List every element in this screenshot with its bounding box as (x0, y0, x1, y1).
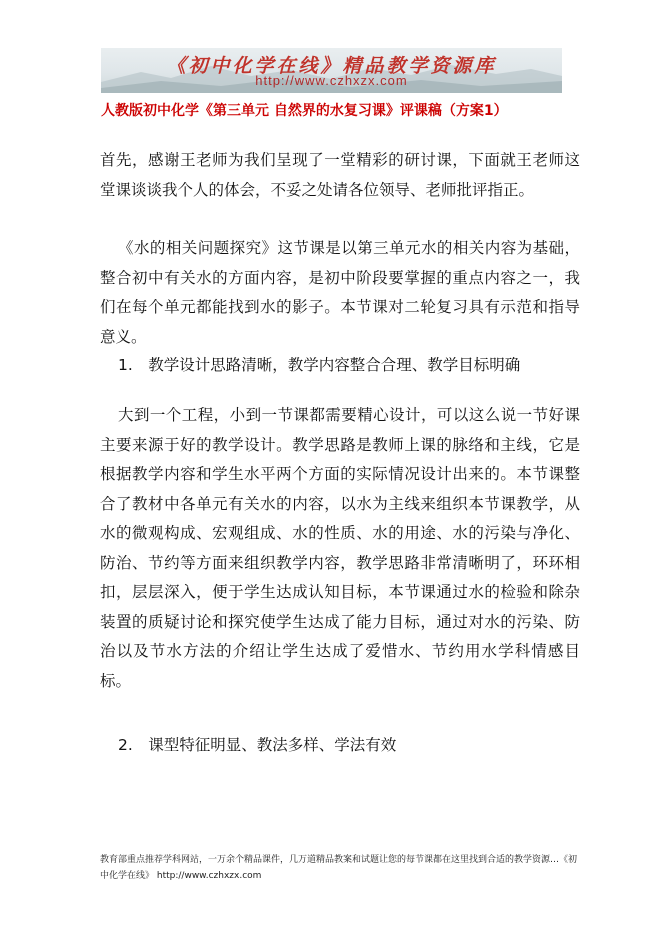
footer-link[interactable]: http://www.czhxzx.com (156, 871, 262, 881)
footer-note (100, 852, 580, 884)
section-heading-1: 1. 教学设计思路清晰，教学内容整合合理、教学目标明确 (118, 356, 521, 374)
section-heading-2: 2. 课型特征明显、教法多样、学法有效 (118, 736, 397, 754)
paragraph-intro: 首先，感谢王老师为我们呈现了一堂精彩的研讨课，下面就王老师这堂课谈谈我个人的体会，不妥之处请各位领导、老师批评指正。 (100, 151, 580, 199)
header-banner (101, 48, 562, 93)
paragraph-overview: 《水的相关问题探究》这节课是以第三单元水的相关内容为基础，整合初中有关水的方面内容，是初中阶段要掌握的重点内容之一，我们在每个单元都能找到水的影子。本节课对二轮复习具有示范和指导意义。 (100, 239, 580, 346)
banner-title: 《初中化学在线》精品教学资源库 (166, 55, 497, 77)
document-title: 人教版初中化学《第三单元 自然界的水复习课》评课稿（方案1） (101, 103, 508, 119)
paragraph-design: 大到一个工程，小到一节课都需要精心设计，可以这么说一节好课主要来源于好的教学设计。教学思路是教师上课的脉络和主线，它是根据教学内容和学生水平两个方面的实际情况设计出来的。本节课整合了教材中各单元有关水的内容，以水为主线来组织本节课教学，从水的微观构成、宏观组成、水的性质、水的用途、水的污染与净化、防治、节约等方面来组织教学内容，教学思路非常清晰明了，环环相扣，层层深入，便于学生达成认知目标，本节课通过水的检验和除杂装置的质疑讨论和探究使学生达成了能力目标，通过对水的污染、防治以及节水方法的介绍让学生达成了爱惜水、节约用水学科情感目标。 (100, 406, 580, 690)
banner-url[interactable]: http://www.czhxzx.com (255, 73, 408, 88)
footer-text: 教育部重点推荐学科网站，一万余个精品课件，几万道精品教案和试题让您的每节课都在这里找到合适的教学资源…《初中化学在线》 (100, 855, 578, 881)
